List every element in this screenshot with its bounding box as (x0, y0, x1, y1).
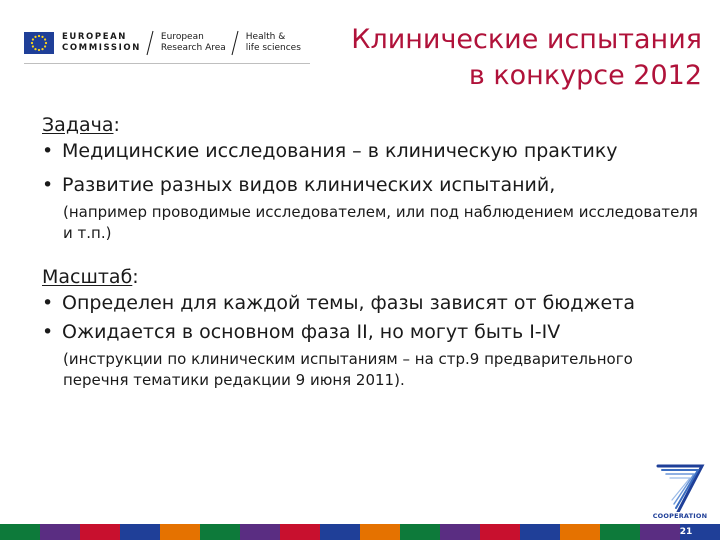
bullet-text: Определен для каждой темы, фазы зависят от бюджета (62, 292, 635, 314)
page-number: 21 (679, 527, 693, 537)
title-line-1: Клинические испытания (351, 24, 702, 55)
ec-wordmark (62, 32, 141, 54)
bullet-item (42, 320, 702, 345)
heading-colon: : (113, 114, 120, 136)
logo-underline (24, 63, 310, 64)
bullet-text: Ожидается в основном фаза II, но могут быть I-IV (62, 321, 561, 343)
bullet-icon: • (42, 140, 54, 162)
footer-bar-segment (40, 524, 80, 540)
bullet-subnote: (например проводимые исследователем, или под наблюдением исследователя и т.п.) (63, 203, 698, 242)
footer-bar-segment (80, 524, 120, 540)
footer-bar-segment (360, 524, 400, 540)
section-heading-text: Задача (42, 114, 114, 136)
footer-bar-segment (320, 524, 360, 540)
bullet-text: Медицинские исследования – в клиническую практику (62, 140, 618, 162)
era-line2: Research Area (160, 43, 226, 53)
footer-bar-segment (440, 524, 480, 540)
eu-flag-icon (24, 32, 54, 54)
section-heading-task (42, 113, 702, 137)
cooperation-label: COOPERATION (650, 512, 710, 520)
ec-logo (24, 24, 310, 62)
title-line-2: в конкурсе 2012 (468, 60, 702, 91)
footer-bar-segment (0, 524, 40, 540)
footer-bar-segment (200, 524, 240, 540)
bullet-icon: • (42, 292, 54, 314)
bullet-icon: • (42, 174, 54, 196)
health-line2: life sciences (245, 43, 301, 53)
bullet-item (42, 173, 702, 198)
footer-bar-segment (600, 524, 640, 540)
bullet-subnote: (инструкции по клиническим испытаниям – на стр.9 предварительного перечня тематики редакции 9 июня 2011). (63, 350, 633, 389)
slide-body (42, 113, 702, 391)
health-line1: Health & (245, 32, 286, 42)
bullet-item (42, 291, 702, 316)
footer-bar-segment (520, 524, 560, 540)
slash-divider-icon (230, 28, 240, 58)
bullet-item (42, 139, 702, 164)
section-heading-text: Масштаб (42, 266, 133, 288)
slash-divider-icon (145, 28, 155, 58)
bullet-icon: • (42, 321, 54, 343)
footer-color-bar (0, 524, 720, 540)
ec-line2: COMMISSION (62, 43, 141, 53)
footer-bar-segment (400, 524, 440, 540)
era-wordmark (161, 32, 226, 54)
footer-bar-segment (480, 524, 520, 540)
heading-colon: : (132, 266, 139, 288)
bullet-text: Развитие разных видов клинических испытаний, (62, 174, 556, 196)
era-line1: European (160, 32, 204, 42)
footer-bar-segment (280, 524, 320, 540)
ec-line1: EUROPEAN (62, 32, 128, 42)
footer-bar-segment (560, 524, 600, 540)
footer-bar-segment (120, 524, 160, 540)
footer-bar-segment (160, 524, 200, 540)
section-heading-scope (42, 265, 702, 289)
footer-bar-segment (240, 524, 280, 540)
health-wordmark (246, 32, 301, 54)
slide-title (302, 22, 702, 94)
